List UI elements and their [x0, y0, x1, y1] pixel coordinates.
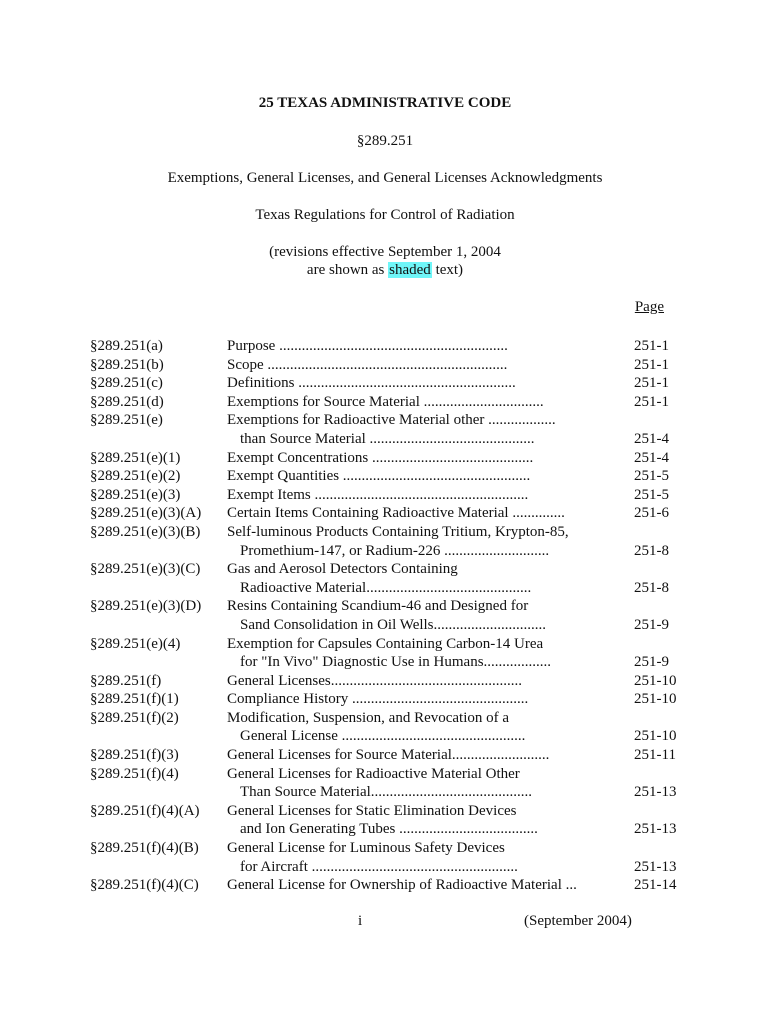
toc-section-number: §289.251(b)	[90, 356, 164, 373]
shaded-sample: shaded	[389, 262, 431, 278]
toc-row	[0, 411, 770, 430]
toc-page-number: 251-10	[634, 728, 677, 745]
toc-row	[0, 690, 770, 709]
toc-row	[0, 356, 770, 375]
toc-entry-title: General Licenses for Radioactive Material Other	[227, 765, 520, 782]
toc-section-number: §289.251(f)(1)	[90, 691, 179, 708]
toc-section-number: §289.251(d)	[90, 393, 164, 410]
toc-entry-title: General Licenses for Source Material..........................	[227, 747, 550, 764]
toc-entry-title: Definitions ..........................................................	[227, 375, 516, 392]
toc-page-number: 251-9	[634, 654, 669, 671]
toc-entry-title: Modification, Suspension, and Revocation of a	[227, 709, 510, 726]
toc-section-number: §289.251(f)	[90, 672, 162, 689]
toc-section-number: §289.251(e)	[90, 412, 163, 429]
toc-row	[0, 876, 770, 895]
toc-entry-title: General License for Luminous Safety Devices	[227, 840, 505, 857]
toc-page-number: 251-13	[634, 784, 677, 801]
toc-section-number: §289.251(f)(4)(C)	[90, 877, 199, 894]
toc-page-number: 251-11	[634, 747, 676, 764]
toc-page-number: 251-1	[634, 393, 669, 410]
toc-entry-title: for Aircraft .......................................................	[240, 858, 518, 875]
toc-entry-title: Sand Consolidation in Oil Wells..............................	[240, 616, 547, 633]
toc-entry-title: Exemptions for Radioactive Material other ..................	[227, 412, 556, 429]
toc-page-number: 251-10	[634, 691, 677, 708]
toc-page-number: 251-1	[634, 375, 669, 392]
toc-entry-title: General Licenses...................................................	[227, 672, 522, 689]
toc-row	[0, 858, 770, 877]
toc-row	[0, 486, 770, 505]
page-column-heading: Page	[634, 299, 664, 315]
toc-row	[0, 653, 770, 672]
toc-entry-title: Exemption for Capsules Containing Carbon-14 Urea	[227, 635, 544, 652]
toc-row	[0, 337, 770, 356]
toc-entry-title: Radioactive Material............................................	[240, 579, 532, 596]
revision-note-line2	[0, 261, 770, 279]
toc-page-number: 251-10	[634, 672, 677, 689]
toc-page-number: 251-8	[634, 542, 669, 559]
toc-row	[0, 616, 770, 635]
toc-entry-title: Than Source Material...........................................	[240, 784, 533, 801]
toc-page-number: 251-1	[634, 338, 669, 354]
toc-section-number: §289.251(e)(2)	[90, 468, 181, 485]
toc-section-number: §289.251(e)(3)(A)	[90, 505, 202, 522]
toc-section-number: §289.251(e)(3)(B)	[90, 523, 201, 540]
toc-row	[0, 709, 770, 728]
toc-section-number: §289.251(e)(3)(C)	[90, 561, 201, 578]
toc-row	[0, 504, 770, 523]
toc-section-number: §289.251(f)(4)	[90, 765, 179, 782]
toc-page-number: 251-6	[634, 505, 669, 522]
toc-entry-title: Compliance History ...............................................	[227, 691, 529, 708]
toc-section-number: §289.251(e)(4)	[90, 635, 181, 652]
toc-section-number: §289.251(f)(4)(A)	[90, 802, 200, 819]
toc-section-number: §289.251(f)(4)(B)	[90, 840, 199, 857]
toc-page-number: 251-13	[634, 821, 677, 838]
toc-entry-title: Exempt Items .........................................................	[227, 486, 529, 503]
toc-row	[0, 672, 770, 691]
code-heading: 25 TEXAS ADMINISTRATIVE CODE	[258, 95, 512, 111]
toc-row	[0, 727, 770, 746]
toc-section-number: §289.251(e)(3)	[90, 486, 181, 503]
toc-entry-title: Exempt Concentrations ...........................................	[227, 449, 534, 466]
toc-row	[0, 746, 770, 765]
toc-row	[0, 597, 770, 616]
table-of-contents	[0, 337, 770, 895]
toc-entry-title: and Ion Generating Tubes .....................................	[240, 821, 538, 838]
toc-section-number: §289.251(a)	[90, 338, 163, 354]
toc-row	[0, 374, 770, 393]
toc-row	[0, 393, 770, 412]
toc-page-number: 251-5	[634, 468, 669, 485]
toc-entry-title: Promethium-147, or Radium-226 ............................	[240, 542, 550, 559]
toc-page-number: 251-1	[634, 356, 669, 373]
toc-row	[0, 802, 770, 821]
regulation-heading: Texas Regulations for Control of Radiation	[255, 207, 515, 223]
toc-entry-title: General License .................................................	[240, 728, 526, 745]
toc-page-number: 251-8	[634, 579, 669, 596]
toc-page-number: 251-4	[634, 430, 669, 447]
toc-section-number: §289.251(e)(3)(D)	[90, 598, 202, 615]
toc-row	[0, 765, 770, 784]
subject-heading: Exemptions, General Licenses, and General Licenses Acknowledgments	[167, 170, 603, 186]
toc-entry-title: Certain Items Containing Radioactive Material ..............	[227, 505, 565, 522]
revision-note-line1: (revisions effective September 1, 2004	[269, 244, 501, 260]
toc-entry-title: Exemptions for Source Material ................................	[227, 393, 544, 410]
toc-row	[0, 467, 770, 486]
toc-row	[0, 783, 770, 802]
toc-entry-title: General Licenses for Static Elimination Devices	[227, 802, 517, 819]
toc-row	[0, 449, 770, 468]
toc-section-number: §289.251(f)(3)	[90, 747, 179, 764]
toc-row	[0, 820, 770, 839]
toc-section-number: §289.251(e)(1)	[90, 449, 181, 466]
toc-entry-title: for "In Vivo" Diagnostic Use in Humans..................	[240, 654, 552, 671]
toc-section-number: §289.251(c)	[90, 375, 163, 392]
toc-row	[0, 542, 770, 561]
toc-section-number: §289.251(f)(2)	[90, 709, 179, 726]
toc-entry-title: Scope ................................................................	[227, 356, 508, 373]
toc-page-number: 251-9	[634, 616, 669, 633]
toc-entry-title: Self-luminous Products Containing Tritium, Krypton-85,	[227, 523, 569, 540]
toc-entry-title: Purpose .............................................................	[227, 338, 508, 354]
toc-entry-title: than Source Material ............................................	[240, 430, 535, 447]
toc-row	[0, 560, 770, 579]
revision-note-post: text)	[431, 262, 464, 278]
revision-note-pre: are shown as	[306, 262, 389, 278]
toc-page-number: 251-4	[634, 449, 669, 466]
toc-row	[0, 579, 770, 598]
toc-entry-title: Exempt Quantities ..................................................	[227, 468, 531, 485]
footer-page-number: i	[358, 913, 363, 929]
toc-row	[0, 635, 770, 654]
toc-entry-title: General License for Ownership of Radioactive Material ...	[227, 877, 577, 894]
toc-entry-title: Gas and Aerosol Detectors Containing	[227, 561, 458, 578]
toc-page-number: 251-14	[634, 877, 677, 894]
footer-date: (September 2004)	[524, 913, 632, 929]
toc-row	[0, 430, 770, 449]
section-heading: §289.251	[356, 133, 414, 149]
toc-row	[0, 523, 770, 542]
toc-page-number: 251-5	[634, 486, 669, 503]
toc-row	[0, 839, 770, 858]
toc-page-number: 251-13	[634, 858, 677, 875]
toc-entry-title: Resins Containing Scandium-46 and Designed for	[227, 598, 529, 615]
